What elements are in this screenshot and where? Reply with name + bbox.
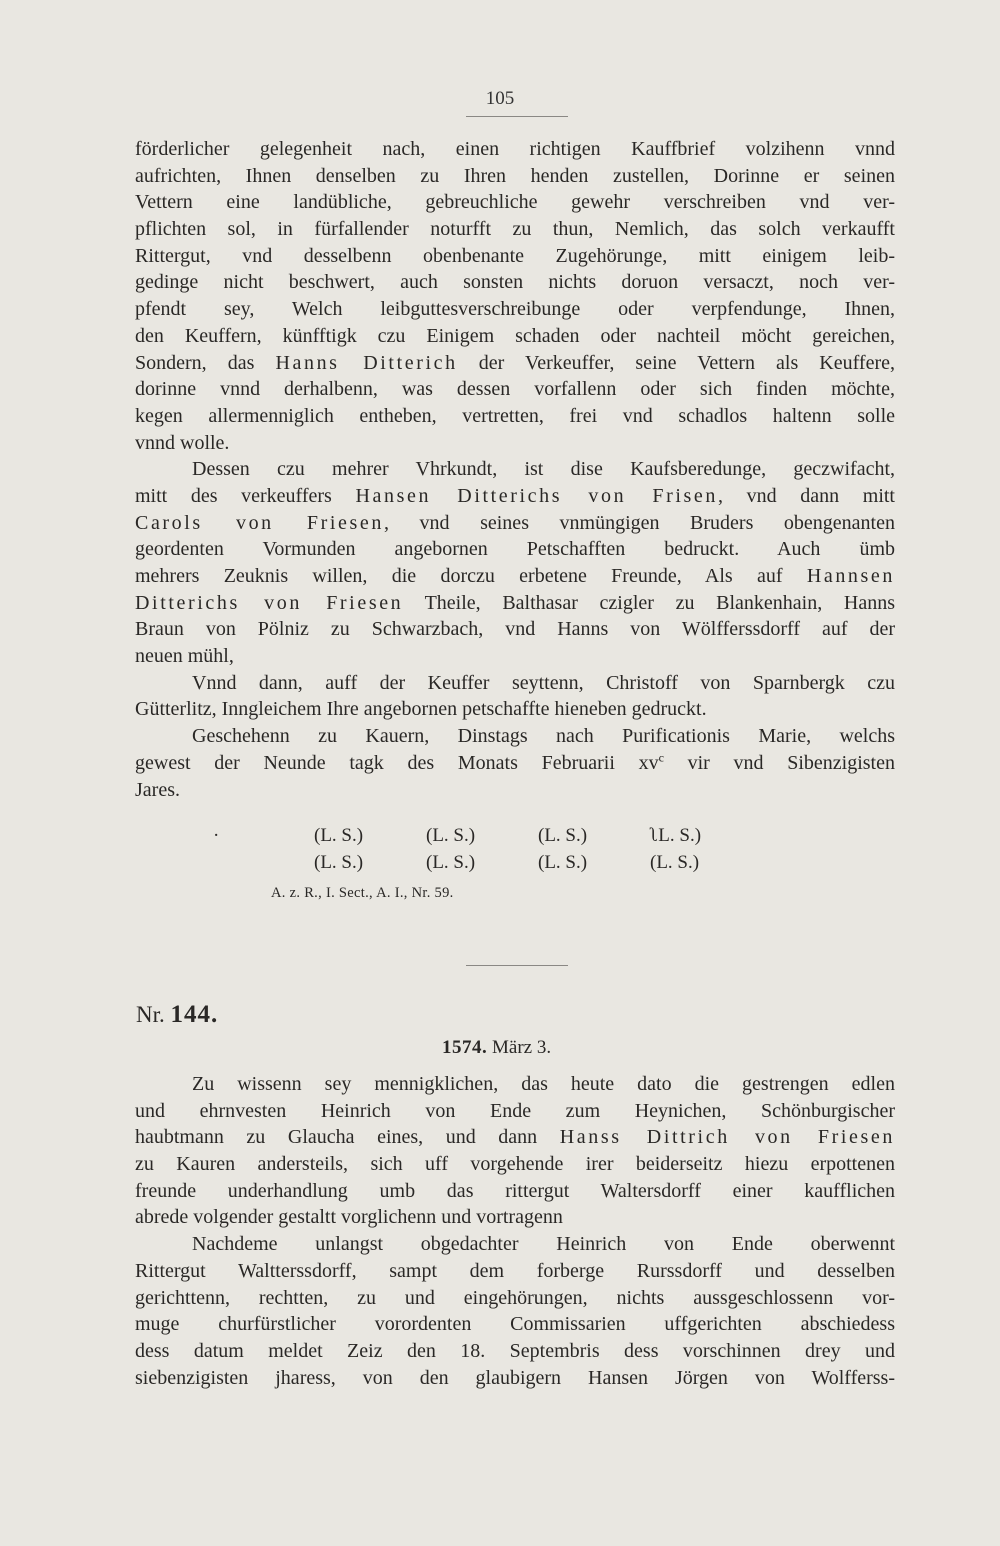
document-date [442,1037,551,1059]
text-line: gerichttenn, rechtten, zu und eingehörungen, nichts aussgeschlossenn vor- [135,1286,895,1309]
spaced-name: Hannsen [806,565,895,587]
text-line: kegen allermenniglich entheben, vertretten, frei vnd schadlos haltenn solle [135,404,895,427]
text-block-continuation [135,136,895,803]
text-line [135,750,895,777]
text-span: mehrers Zeuknis willen, die dorczu erbetene Freunde, Als auf [135,565,807,587]
text-line: Rittergut Waltterssdorff, sampt dem forberge Rurssdorff und desselben [135,1259,895,1282]
text-line: Rittergut, vnd desselbenn obenbenante Zugehörunge, mitt einigem leib- [135,244,895,267]
document-number [136,1001,218,1029]
text-line: pflichten sol, in fürfallender noturfft zu thun, Nemlich, das solch verkaufft [135,218,895,241]
text-span: , vnd seines vnmüngigen Bruders obengenanten [384,511,895,534]
seal-mark: (L. S.) [426,852,476,873]
text-span: vir vnd Sibenzigisten [663,751,895,774]
text-line: Nachdeme unlangst obgedachter Heinrich von Ende oberwennt [192,1233,895,1256]
text-line [135,350,895,377]
archive-reference: A. z. R., I. Sect., A. I., Nr. 59. [271,885,454,901]
text-span: Sondern, das [135,351,276,374]
text-span: mitt des verkeuffers [135,484,356,507]
text-line: siebenzigisten jharess, von den glaubigern Hansen Jörgen von Wolfferss- [135,1366,895,1389]
text-line: förderlicher gelegenheit nach, einen richtigen Kauffbrief volzihenn vnnd [135,138,895,160]
seal-mark: ʅL. S.) [650,825,702,846]
document-number-label: Nr. [136,1002,165,1027]
section-rule [466,965,568,966]
text-span: der Verkeuffer, seine Vettern als Keuffere, [457,351,895,374]
seal-mark: (L. S.) [314,825,364,846]
text-line: zu Kauren andersteils, sich uff vorgehende irer beiderseitz hiezu erpottenen [135,1153,895,1176]
text-line: und ehrnvesten Heinrich von Ende zum Heynichen, Schönburgischer [135,1099,895,1122]
text-line [135,510,895,537]
seal-mark: (L. S.) [538,825,588,846]
text-line: abrede volgender gestaltt vorglichenn und vortragenn [135,1206,563,1229]
page-number: 105 [485,88,515,109]
seal-mark: (L. S.) [426,825,476,846]
text-line: Jares. [135,778,180,801]
spaced-name: Ditterichs von Friesen [135,591,404,614]
text-line [135,563,895,590]
text-line: Vettern eine landübliche, gebreuchliche gewehr verschreiben vnd ver- [135,191,895,214]
seal-dot: · [213,825,220,846]
text-line: neuen mühl, [135,645,234,668]
text-line: freunde underhandlung umb das rittergut Waltersdorff einer kaufflichen [135,1179,895,1202]
seal-mark: (L. S.) [650,852,700,873]
header-rule [466,116,568,117]
text-line: Gütterlitz, Inngleichem Ihre angebornen petschaffte hieneben gedruckt. [135,698,707,721]
text-line: muge churfürstlicher vorordenten Commissarien uffgerichten abschiedess [135,1313,895,1336]
text-line: aufrichten, Ihnen denselben zu Ihren henden zustellen, Dorinne er seinen [135,164,895,187]
text-line [135,1124,895,1151]
document-year: 1574. [442,1037,488,1058]
spaced-name: Hanns Ditterich [275,351,458,374]
text-line: den Keuffern, künfftigk czu Einigem schaden oder nachteil möcht gereichen, [135,324,895,347]
text-span: haubtmann zu Glaucha eines, und dann [135,1126,560,1149]
text-line [135,590,895,617]
seal-mark: (L. S.) [314,852,364,873]
text-line: Dessen czu mehrer Vhrkundt, ist dise Kaufsberedunge, geczwifacht, [192,458,895,481]
superscript: c [658,750,664,765]
text-line: Geschehenn zu Kauern, Dinstags nach Purificationis Marie, welchs [192,725,895,748]
text-line: Vnnd dann, auff der Keuffer seyttenn, Christoff von Sparnbergk czu [192,671,895,694]
document-number-value: 144. [170,1001,219,1028]
text-span: gewest der Neunde tagk des Monats Februarii xv [135,751,659,774]
text-line: dorinne vnnd derhalbenn, was dessen vorfallenn oder sich finden möchte, [135,378,895,401]
text-line: gedinge nicht beschwert, auch sonsten nichts doruon versaczt, noch ver- [135,271,895,294]
text-span: Theile, Balthasar czigler zu Blankenhain, Hanns [403,591,895,614]
text-line: vnnd wolle. [135,431,230,454]
text-line: Zu wissenn sey mennigklichen, das heute dato die gestrengen edlen [192,1073,895,1095]
text-span: , vnd dann mitt [718,484,895,507]
seal-row [0,825,1000,849]
spaced-name: Hansen Ditterichs von Frisen [355,484,718,507]
document-day: März 3. [492,1037,552,1058]
seal-row [0,852,1000,876]
spaced-name: Carols von Friesen [135,511,384,534]
text-line [135,483,895,510]
text-line: pfendt sey, Welch leibguttesverschreibunge oder verpfendunge, Ihnen, [135,298,895,321]
spaced-name: Hanss Dittrich von Friesen [559,1126,895,1149]
text-line: dess datum meldet Zeiz den 18. Septembris dess vorschinnen drey und [135,1339,895,1362]
seal-mark: (L. S.) [538,852,588,873]
text-line: Braun von Pölniz zu Schwarzbach, vnd Hanns von Wölfferssdorff auf der [135,618,895,641]
text-line: geordenten Vormunden angebornen Petschafften bedruckt. Auch ümb [135,538,895,561]
text-block-document-144 [135,1071,895,1391]
